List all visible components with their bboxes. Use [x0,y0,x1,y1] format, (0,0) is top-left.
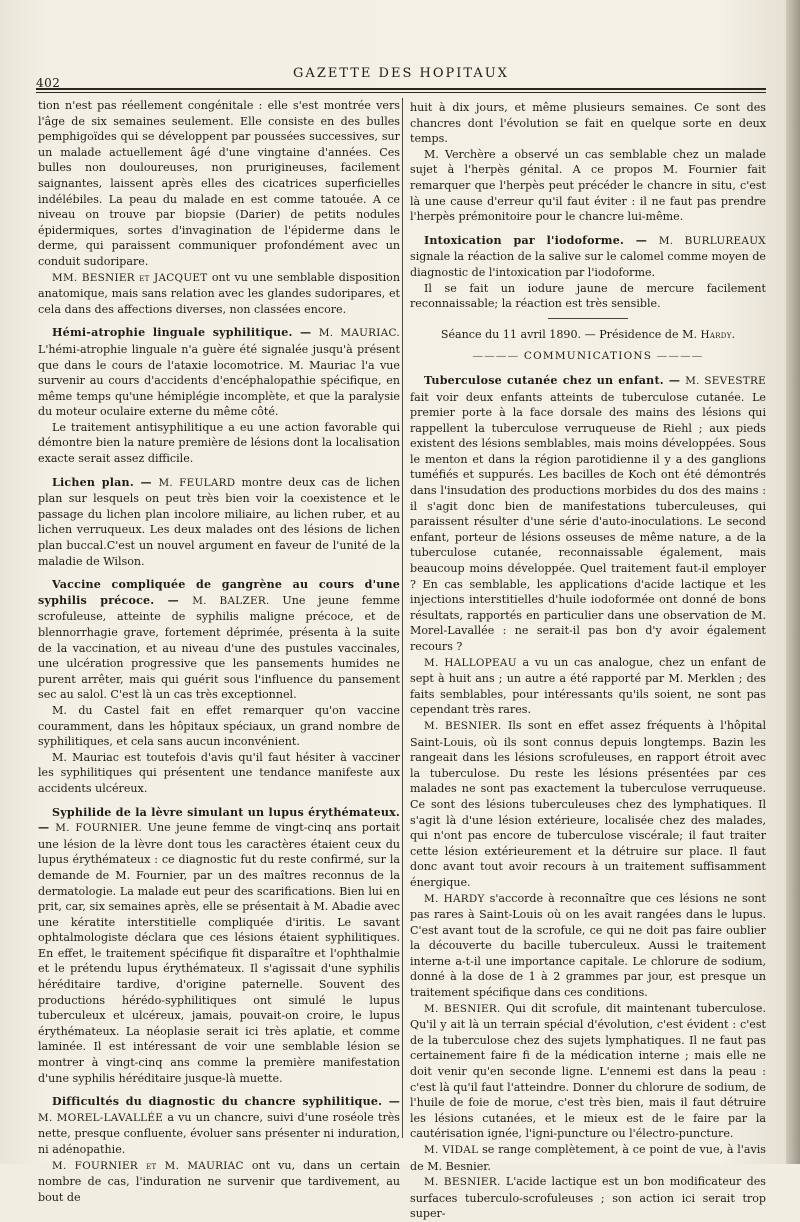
entry-heading: Tuberculose cutanée chez un enfant. — [424,373,686,387]
paragraph: M. Mauriac est toutefois d'avis qu'il faut hésiter à vacciner les syphilitiques qui présentent une tendance manifeste aux accidents ulcéreux. [38,750,400,795]
section-separator [548,318,628,319]
entry-heading: Vaccine compliquée de gangrène au cours d'une syphilis précoce. — [38,578,400,607]
entry-heading: Intoxication par l'iodoforme. — [424,233,659,247]
page-header [36,64,766,90]
author-name: M. BESNIER. [424,1176,501,1189]
paragraph: M. BESNIER. Ils sont en effet assez fréquents à l'hôpital Saint-Louis, où ils sont connus depuis longtemps. Bazin les rangeait dans les lésions scrofuleuses, en rapport étroit avec la tuberculose. Du reste les lésions présentées par ces malades ne sont pas exactement la tuberculose verruqueuse. Ce sont des lésions tuberculeuses chez des lymphatiques. Il s'agit là d'une lésion extérieure, localisée chez des malades, qui n'ont pas encore de tuberculose viscérale; il faut traiter cette lésion extérieurement et la détruire sur place. Il faut donc avant tout avoir recours à un traitement suffisamment énergique. [410,718,766,889]
author-name: M. MOREL-LAVALLÉE [38,1111,164,1124]
report-entry: Difficultés du diagnostic du chancre syphilitique. — M. MOREL-LAVALLÉE a vu un chancre, suivi d'une roséole très nette, presque confluente, évoluer sans présenter ni induration, ni adénopathie. [38,1095,401,1156]
author-name: M. HALLOPEAU [424,656,517,669]
report-entry: Vaccine compliquée de gangrène au cours d'une syphilis précoce. — M. BALZER. Une jeune femme scrofuleuse, atteinte de syphilis maligne précoce, et de blennorrhagie grave, fortement déprimée, présenta à la suite de la vaccination, et au niveau d'une des pustules vaccinales, une ulcération progressive que les pansements humides ne purent arrêter, mais qui guérit sous l'influence du pansement sec au salol. C'est là un cas très exceptionnel. [38,578,400,702]
president-name: Hardy [700,328,732,341]
session-heading: Séance du 11 avril 1890. — Présidence de M. Hardy. [440,327,736,341]
paragraph: M. Verchère a observé un cas semblable chez un malade sujet à l'herpès génital. A ce propos M. Fournier fait remarquer que l'herpès peut précéder le chancre in situ, c'est là une cause d'erreur qu'il faut éviter : il ne faut pas prendre l'herpès prémonitoire pour le chancre lui-même. [410,147,766,224]
report-entry: Intoxication par l'iodoforme. — M. BURLUREAUX signale la réaction de la salive sur le calomel comme moyen de diagnostic de l'intoxication par l'iodoforme. [410,233,766,279]
paragraph: M. HALLOPEAU a vu un cas analogue, chez un enfant de sept à huit ans ; un autre a été rapporté par M. Merklen ; des faits semblables, pour intéressants qu'ils soient, ne sont pas cependant très rares. [410,655,766,717]
author-name: M. BALZER. [192,594,270,607]
paragraph: huit à dix jours, et même plusieurs semaines. Ce sont des chancres dont l'évolution se fait en quelque sorte en deux temps. [410,101,766,146]
author-name: M. SEVESTRE [685,374,766,387]
column-divider [402,98,403,1138]
paragraph: tion n'est pas réellement congénitale : elle s'est montrée vers l'âge de six semaines seulement. Elle consiste en des bulles pemphigoïdes qui se développent par poussées successives, sur un malade actuellement âgé d'une vingtaine d'années. Ces bulles non douloureuses, non prurigineuses, facilement saignantes, laissent après elles des cicatrices superficielles indélébiles. La peau du malade en est comme tatouée. A ce niveau on trouve par biopsie (Darier) de petits nodules épidermiques, sortes d'invagination de l'épiderme dans le derme, qui paraissent communiquer profondément avec un conduit sudoripare. [38,99,400,268]
entry-heading: Difficultés du diagnostic du chancre syphilitique. — [52,1095,400,1109]
author-name: M. MAURIAC. [318,327,400,340]
author-names: M. FOURNIER et M. MAURIAC [52,1159,244,1172]
entry-heading: Hémi-atrophie linguale syphilitique. — [52,326,319,340]
paragraph: M. du Castel fait en effet remarquer qu'on vaccine couramment, dans les hôpitaux spéciaux, un grand nombre de syphilitiques, et cela sans aucun inconvénient. [38,703,400,749]
header-rule-thin [36,92,766,93]
journal-title: GAZETTE DES HOPITAUX [293,66,509,81]
report-entry: Syphilide de la lèvre simulant un lupus érythémateux. — M. FOURNIER. Une jeune femme de vingt-cinq ans portait une lésion de la lèvre dont tous les caractères étaient ceux du lupus érythémateux : ce diagnostic fut du reste confirmé, sur la demande de M. Fournier, par un des maîtres reconnus de la dermatologie. La malade eut peur des scarifications. Bien lui en prit, car, six semaines après, elle se présentait à M. Abadie avec une kératite interstitielle compliquée d'iritis. Le savant ophtalmologiste déclara que ces lésions étaient syphilitiques. En effet, le traitement spécifique fit disparaître et l'ophthalmie et le prétendu lupus érythémateux. Il s'agissait d'une syphilis héréditaire tardive, d'origine paternelle. Souvent des productions hérédo-syphilitiques ont simulé le lupus tuberculeux et ulcéreux, jamais, pouvait-on croire, le lupus érythémateux. La néoplasie serait ici très aplatie, et comme laminée. Il est intéressant de voir une semblable lésion se montrer à vingt-cinq ans comme la première manifestation d'une syphilis héréditaire jusque-là muette. [38,805,401,1085]
right-column [410,100,766,1222]
paragraph: Il se fait un iodure jaune de mercure facilement reconnaissable; la réaction est très sensible. [410,281,766,311]
paragraph: M. HARDY s'accorde à reconnaître que ces lésions ne sont pas rares à Saint-Louis où on les avait rangées dans le lupus. C'est avant tout de la scrofule, ce qui ne doit pas faire oublier la découverte du bacille tuberculeux. Aussi le traitement interne a-t-il une importance capitale. Le chlorure de sodium, donné à la dose de 1 à 2 grammes par jour, est presque un traitement spécifique dans ces conditions. [410,891,766,1000]
entry-heading: Syphilide de la lèvre simulant un lupus érythémateux. — [38,805,400,835]
author-names: MM. BESNIER et JACQUET [52,271,208,284]
author-name: M. FEULARD [158,476,236,489]
paragraph: M. VIDAL se range complètement, à ce point de vue, à l'avis de M. Besnier. [410,1143,766,1173]
report-entry: Hémi-atrophie linguale syphilitique. — M. MAURIAC. L'hémi-atrophie linguale n'a guère été signalée jusqu'à présent que dans le cours de l'ataxie locomotrice. M. Mauriac l'a vue survenir au cours d'accidents d'encéphalopathie spécifique, en même temps qu'une hémiplégie incomplète, et que la paralysie du moteur oculaire externe du même côté. [38,326,400,419]
page-number: 402 [36,76,61,90]
header-rule [36,88,766,90]
author-name: M. FOURNIER. [55,822,143,835]
author-name: M. HARDY [424,892,485,905]
entry-heading: Lichen plan. — [52,475,159,489]
report-entry: Lichen plan. — M. FEULARD montre deux cas de lichen plan sur lesquels on peut très bien voir la coexistence et le passage du lichen plan incolore miliaire, au lichen ruber, et au lichen verruqueux. Les deux malades ont des lésions de lichen plan buccal.C'est un nouvel argument en faveur de l'unité de la maladie de Wilson. [38,475,400,568]
paragraph: Le traitement antisyphilitique a eu une action favorable qui démontre bien la nature première de lésions dont la localisation exacte serait assez difficile. [38,420,400,466]
paragraph: M. BESNIER. L'acide lactique est un bon modificateur des surfaces tuberculo-scrofuleuses ; son action ici serait trop super- [410,1175,766,1221]
paragraph: M. BESNIER. Qui dit scrofule, dit maintenant tuberculose. Qu'il y ait là un terrain spécial d'évolution, c'est évident : c'est de la tuberculose chez des sujets lymphatiques. Il ne faut pas certainement faire fi de la médication interne ; mais elle ne doit venir qu'en seconde ligne. L'ennemi est dans la peau : c'est là qu'il faut l'atteindre. Donner du chlorure de sodium, de l'huile de foie de morue, c'est très bien, mais il faut détruire les lésions cutanées, et le mieux est de le faire par la cautérisation ignée, l'igni-puncture ou l'électro-puncture. [410,1001,766,1141]
author-name: M. BURLUREAUX [658,234,766,247]
book-spine-shadow [786,0,800,1164]
paragraph: M. FOURNIER et M. MAURIAC ont vu, dans un certain nombre de cas, l'induration ne survenir que tardivement, au bout de [38,1158,401,1204]
paragraph: MM. BESNIER et JACQUET ont vu une semblable disposition anatomique, mais sans relation avec les glandes sudoripares, et cela dans des affections diverses, non classées encore. [38,270,400,316]
section-title: ———— COMMUNICATIONS ———— [472,350,704,363]
report-entry: Tuberculose cutanée chez un enfant. — M. SEVESTRE fait voir deux enfants atteints de tuberculose cutanée. Le premier porte à la face dorsale des mains des lésions qui rappellent la tuberculose verruqueuse de Riehl ; aux pieds existent des lésions semblables, mais moins développées. Sous le menton et dans la région parotidienne il y a des ganglions tuméfiés et suppurés. Les bacilles de Koch ont été démontrés dans l'insudation des productions morbides du dos des mains : il s'agit donc bien de manifestations tuberculeuses, qui paraissent résulter d'une série d'auto-inoculations. Le second enfant, porteur de lésions osseuses de même nature, a de la tuberculose cutanée, reconnaissable également, mais beaucoup moins développée. Quel traitement faut-il employer ? En cas semblable, les applications d'acide lactique et les injections interstitielles d'huile iodoformée ont donné de bons résultats, rapportés en particulier dans une observation de M. Morel-Lavallée : ne serait-il pas bon d'y avoir également recours ? [410,373,766,653]
author-name: M. VIDAL [424,1144,479,1156]
left-column [38,98,400,1205]
author-name: M. BESNIER. [424,719,502,732]
author-name: M. BESNIER. [424,1002,501,1015]
